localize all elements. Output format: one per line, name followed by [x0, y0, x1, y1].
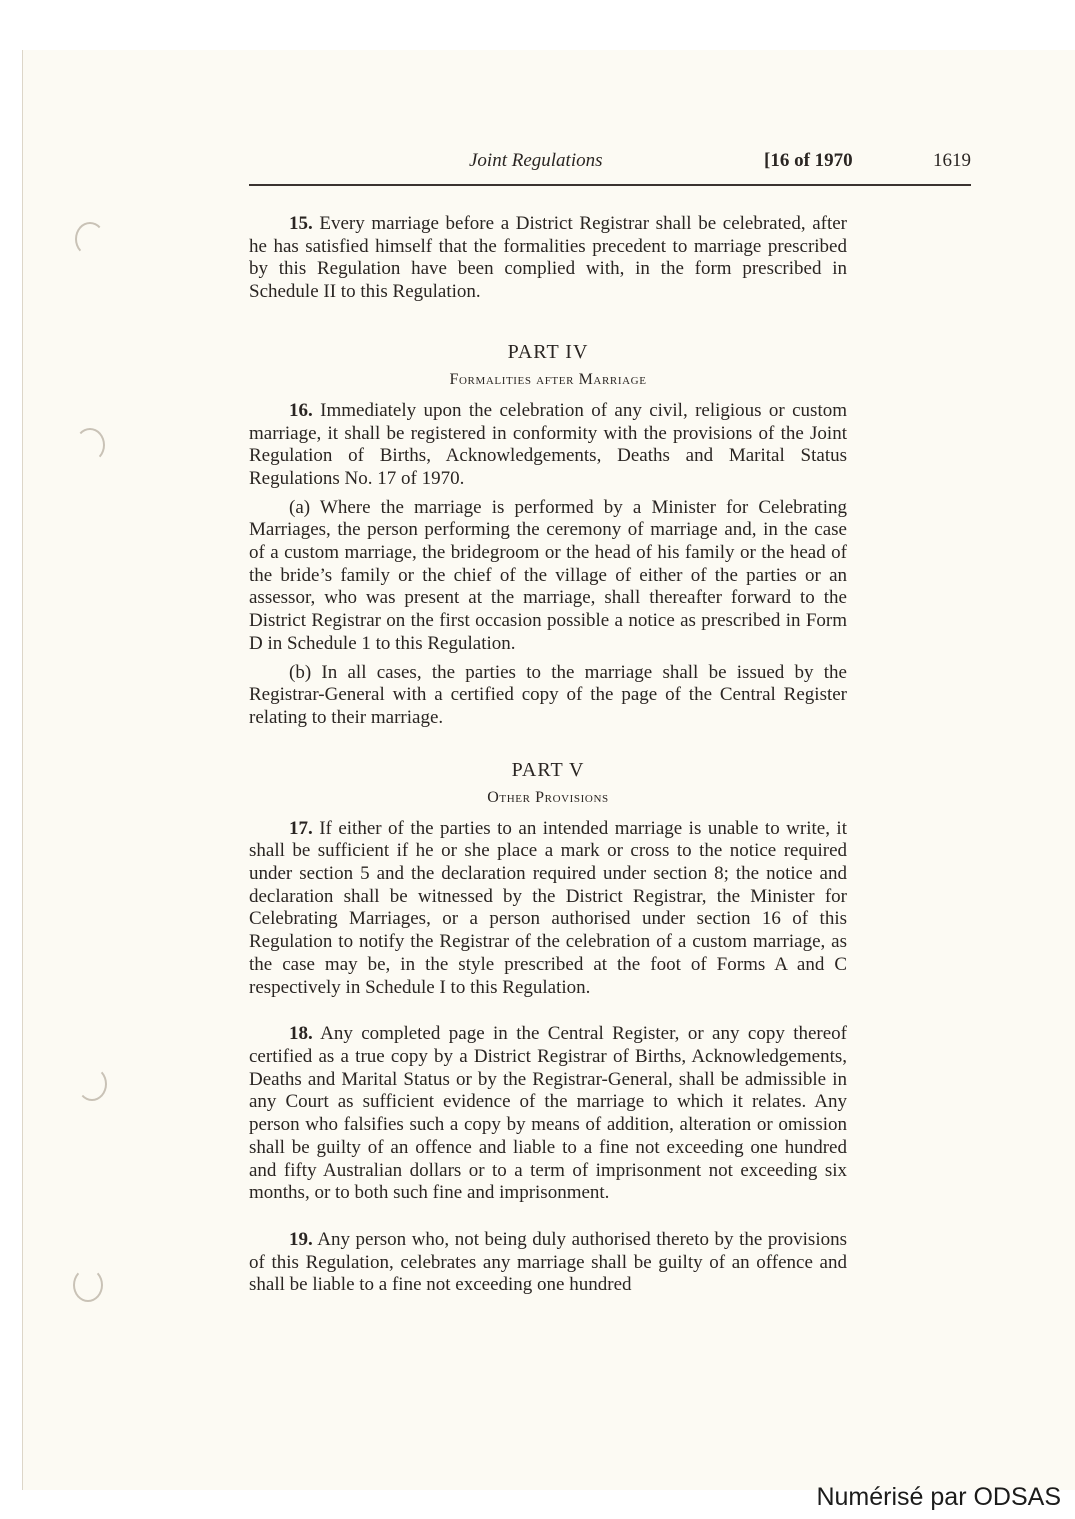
- section-16: [249, 400, 847, 491]
- punch-hole-mark: [75, 428, 105, 462]
- section-text: Immediately upon the celebration of any civil, religious or custom marriage, it shall be registered in conformity with the provisions of the Joint Regulation of Births, Acknowledgements, Deaths and Marital Status Regulations No. 17 of 1970.: [249, 399, 847, 489]
- section-text: Any person who, not being duly authorised thereto by the provisions of this Regulation, celebrates any marriage shall be guilty of an offence and shall be liable to a fine not exceeding one hundred: [249, 1228, 848, 1296]
- section-number: 16.: [289, 399, 313, 421]
- section-18: [249, 1023, 847, 1205]
- section-text: If either of the parties to an intended marriage is unable to write, it shall be sufficient if he or she place a mark or cross to the notice required under section 5 and the declaration required under section 8; the notice and declaration shall be witnessed by the District Registrar, the Minister for Celebrating Marriages, or a person authorised under section 16 of this Regulation to notify the Registrar of the celebration of a custom marriage, as the case may be, in the style prescribed at the foot of Forms A and C respectively in Schedule I to this Regulation.: [249, 817, 847, 998]
- section-17: [249, 818, 847, 1000]
- section-19: [249, 1229, 847, 1297]
- header-rule: [249, 184, 971, 186]
- part-5-subheading: Other Provisions: [487, 788, 609, 806]
- running-header: [249, 149, 971, 173]
- part-5-heading: PART V: [511, 758, 585, 781]
- header-regulation-number: [16 of 1970: [764, 150, 853, 171]
- section-15: [249, 213, 847, 304]
- header-title: Joint Regulations: [469, 150, 603, 171]
- part-4-heading: PART IV: [507, 340, 589, 363]
- section-number: 15.: [289, 213, 313, 234]
- punch-hole-mark: [73, 1268, 103, 1302]
- punch-hole-mark: [75, 222, 105, 256]
- section-number: 18.: [289, 1023, 313, 1045]
- section-16-a: (a) Where the marriage is performed by a Minister for Celebrating Marriages, the person performing the ceremony of marriage and, in the case of a custom marriage, the bridegroom or the head of his family or the head of the bride’s family or the chief of the village of either of the parties or an assessor, who was present at the marriage, shall thereafter forward to the District Registrar on the first occasion possible a notice as prescribed in Form D in Schedule 1 to this Regulation.: [249, 496, 847, 654]
- digitization-watermark: Numérisé par ODSAS: [816, 1483, 1061, 1511]
- punch-hole-mark: [77, 1067, 107, 1101]
- section-text: Every marriage before a District Registrar shall be celebrated, after he has satisfied himself that the formalities precedent to marriage prescribed by this Regulation have been complied with, in the form prescribed in Schedule II to this Regulation.: [249, 213, 847, 303]
- page-number: 1619: [933, 150, 971, 171]
- section-16-b: (b) In all cases, the parties to the marriage shall be issued by the Registrar-General with a certified copy of the page of the Central Register relating to their marriage.: [249, 661, 847, 728]
- part-4-subheading: Formalities after Marriage: [449, 370, 647, 388]
- section-number: 17.: [289, 817, 313, 839]
- section-text: Any completed page in the Central Register, or any copy thereof certified as a true copy by a District Registrar of Births, Acknowledgements, Deaths and Marital Status or by the Registrar-General, shall be admissible in any Court as sufficient evidence of the marriage to which it relates. Any person who falsifies such a copy by means of addition, alteration or omission shall be guilty of an offence and liable to a fine not exceeding one hundred and fifty Australian dollars or to a term of imprisonment not exceeding six months, or to both such fine and imprisonment.: [249, 1023, 848, 1204]
- section-number: 19.: [289, 1228, 313, 1250]
- document-body: [249, 213, 847, 1297]
